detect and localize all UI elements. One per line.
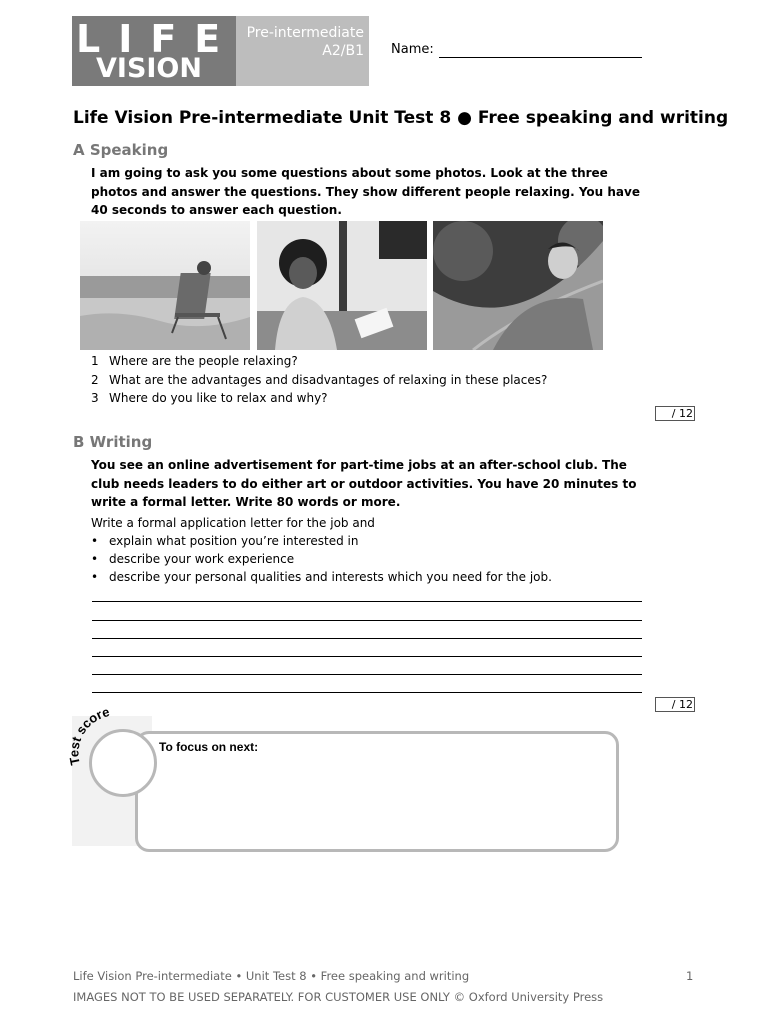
question-number: 3 [91, 391, 99, 405]
writing-line[interactable] [92, 638, 642, 639]
logo-life-text: LIFE [76, 17, 239, 61]
speaking-instructions: I am going to ask you some questions about some photos. Look at the three photos and answer the questions. They show different people relaxing. You have 40 seconds to answer each question. [91, 166, 640, 217]
test-score-arc-label [66, 708, 156, 778]
bullet-item [91, 570, 552, 584]
beach-photo [80, 221, 250, 350]
writing-line[interactable] [92, 656, 642, 657]
bullet-symbol: • [91, 570, 99, 584]
question-1 [91, 352, 298, 370]
beach-photo-image [80, 221, 250, 350]
writing-line[interactable] [92, 674, 642, 675]
test-score-label: Test score [66, 708, 112, 767]
question-3 [91, 389, 328, 407]
logo-vision-text: VISION [96, 53, 202, 84]
svg-text:Test score [66, 708, 111, 766]
writing-heading: B Writing [73, 433, 153, 451]
level-line-2: A2/B1 [322, 43, 364, 59]
reading-woman-photo [257, 221, 427, 350]
speaking-heading: A Speaking [73, 141, 169, 159]
writing-instructions: You see an online advertisement for part-time jobs at an after-school club. The club needs leaders to do either art or outdoor activities. You have 20 minutes to write a formal letter. Write 80 words or more. [91, 458, 637, 509]
reading-woman-photo-image [257, 221, 427, 350]
footer-copyright: IMAGES NOT TO BE USED SEPARATELY. FOR CUSTOMER USE ONLY © Oxford University Press [73, 990, 604, 1004]
question-text: Where do you like to relax and why? [109, 391, 328, 405]
focus-label: To focus on next: [159, 740, 259, 754]
bullet-item [91, 552, 294, 566]
writing-score-box[interactable]: / 12 [655, 697, 695, 712]
page-number: 1 [686, 969, 694, 983]
bullet-text: describe your personal qualities and interests which you need for the job. [109, 570, 552, 584]
bullet-item [91, 534, 359, 548]
question-text: What are the advantages and disadvantages of relaxing in these places? [109, 373, 548, 387]
level-line-1: Pre-intermediate [246, 25, 364, 41]
question-2 [91, 371, 547, 389]
writing-line[interactable] [92, 601, 642, 602]
bullet-text: describe your work experience [109, 552, 295, 566]
footer-title: Life Vision Pre-intermediate • Unit Test 8 • Free speaking and writing [73, 969, 470, 983]
bullet-text: explain what position you’re interested in [109, 534, 359, 548]
writing-line[interactable] [92, 620, 642, 621]
bullet-symbol: • [91, 534, 99, 548]
writing-line[interactable] [92, 692, 642, 693]
writing-task: Write a formal application letter for the job and [91, 516, 375, 530]
level-label [236, 24, 364, 60]
question-number: 2 [91, 373, 99, 387]
hammock-photo [433, 221, 603, 350]
question-text: Where are the people relaxing? [109, 354, 298, 368]
speaking-score-box[interactable]: / 12 [655, 406, 695, 421]
name-field-line[interactable] [439, 57, 642, 58]
question-number: 1 [91, 354, 99, 368]
hammock-photo-image [433, 221, 603, 350]
page-title: Life Vision Pre-intermediate Unit Test 8 ● Free speaking and writing [73, 108, 729, 128]
name-label: Name: [391, 42, 434, 57]
bullet-symbol: • [91, 552, 99, 566]
